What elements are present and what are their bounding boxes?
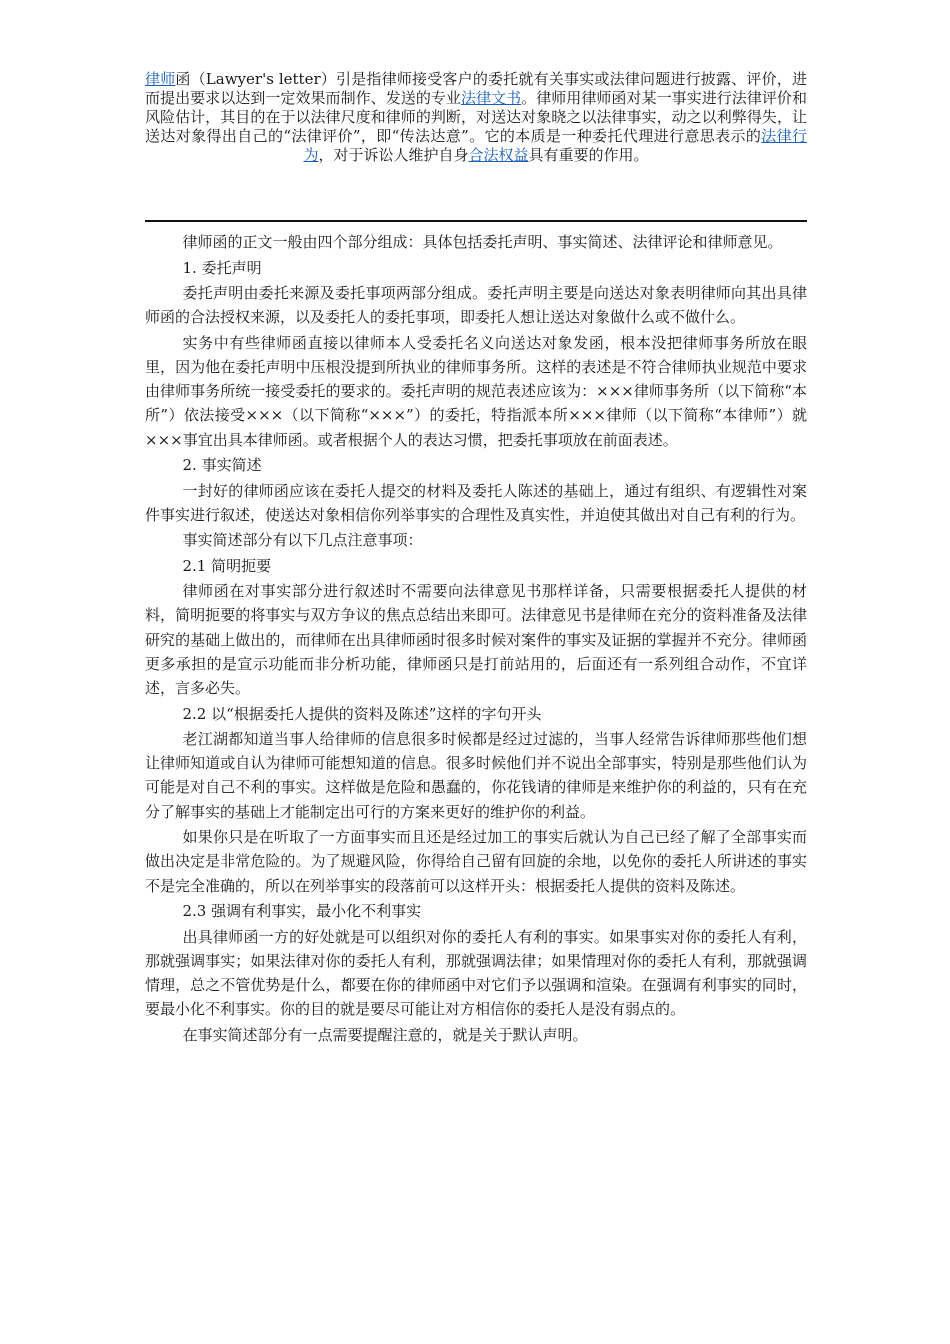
paragraph-overview: 律师函的正文一般由四个部分组成：具体包括委托声明、事实简述、法律评论和律师意见。 — [182, 233, 783, 251]
paragraph-filtered-info: 老江湖都知道当事人给律师的信息很多时候都是经过过滤的，当事人经常告诉律师那些他们想让律师知道或自认为律师可能想知道的信息。很多时候他们并不说出全部事实，特别是那些他们认为可能是对自己不利的事实。这样做是危险和愚蠢的，你花钱请的律师是来维护你的利益的，只有在充分了解事实的基础上才能制定出可行的方案来更好的维护你的利益。 — [145, 730, 807, 821]
intro-paragraph — [145, 70, 807, 165]
paragraph-risk-avoidance: 如果你只是在听取了一方面事实而且还是经过加工的事实后就认为自己已经了解了全部事实而做出决定是非常危险的。为了规避风险，你得给自己留有回旋的余地，以免你的委托人所讲述的事实不是完全准确的，所以在列举事实的段落前可以这样开头：根据委托人提供的资料及陈述。 — [145, 828, 807, 895]
paragraph-entrustment-definition: 委托声明由委托来源及委托事项两部分组成。委托声明主要是向送达对象表明律师向其出具律师函的合法授权来源，以及委托人的委托事项，即委托人想让送达对象做什么或不做什么。 — [145, 284, 807, 327]
article-body — [145, 230, 807, 1048]
heading-favorable-facts: 2.3 强调有利事实，最小化不利事实 — [182, 902, 422, 921]
horizontal-divider — [145, 220, 807, 222]
intro-text-4: 具有重要的作用。 — [528, 146, 649, 164]
heading-concise: 2.1 简明扼要 — [182, 556, 272, 575]
paragraph-default-statement: 在事实简述部分有一点需要提醒注意的，就是关于默认声明。 — [182, 1025, 588, 1044]
paragraph-favorable-facts: 出具律师函一方的好处就是可以组织对你的委托人有利的事实。如果事实对你的委托人有利，那就强调事实；如果法律对你的委托人有利，那就强调法律；如果情理对你的委托人有利，那就强调情理，总之不管优势是什么，都要在你的律师函中对它们予以强调和渲染。在强调有利事实的同时，要最小化不利事实。你的目的就是要尽可能让对方相信你的委托人是没有弱点的。 — [145, 927, 807, 1019]
link-legal-document[interactable]: 法律文书 — [460, 89, 522, 107]
paragraph-facts-notes: 事实简述部分有以下几点注意事项： — [182, 531, 423, 550]
link-legal-act[interactable]: 法律行为 — [303, 127, 807, 164]
link-legal-rights[interactable]: 合法权益 — [468, 146, 529, 164]
heading-facts-summary: 2. 事实简述 — [182, 456, 262, 475]
paragraph-entrustment-practice: 实务中有些律师函直接以律师本人受委托名义向送达对象发函，根本没把律师事务所放在眼里，因为他在委托声明中压根没提到所执业的律师事务所。这样的表述是不符合律师执业规范中要求由律师事务所统一接受委托的要求的。委托声明的规范表述应该为：×××律师事务所（以下简称“本所”）依法接受×××（以下简称“×××”）的委托，特指派本所×××律师（以下简称“本律师”）就×××事宜出具本律师函。或者根据个人的表达习惯，把委托事项放在前面表述。 — [145, 333, 807, 449]
paragraph-concise: 律师函在对事实部分进行叙述时不需要向法律意见书那样详备，只需要根据委托人提供的材料，简明扼要的将事实与双方争议的焦点总结出来即可。法律意见书是律师在充分的资料准备及法律研究的基础上做出的，而律师在出具律师函时很多时候对案件的事实及证据的掌握并不充分。律师函更多承担的是宣示功能而非分析功能，律师函只是打前站用的，后面还有一系列组合动作，不宜详述，言多必失。 — [145, 582, 807, 698]
heading-opening-phrase: 2.2 以“根据委托人提供的资料及陈述”这样的字句开头 — [182, 704, 542, 723]
intro-text-3: ，对于诉讼人维护自身 — [318, 146, 469, 164]
intro-text-2: 。律师用律师函对某一事实进行法律评价和风险估计，其目的在于以法律尺度和律师的判断，对送达对象晓之以法律事实，动之以利弊得失，让送达对象得出自己的“法律评价”，即“传法达意”。它的本质是一种委托代理进行意思表示的 — [145, 89, 807, 145]
link-lawyer-letter[interactable]: 律师 — [145, 70, 176, 88]
heading-entrustment-statement: 1. 委托声明 — [182, 258, 262, 277]
intro-text-1: 函（Lawyer's letter）引是指律师接受客户的委托就有关事实或法律问题进行披露、评价，进而提出要求以达到一定效果而制作、发送的专业 — [145, 70, 807, 107]
paragraph-facts-intro: 一封好的律师函应该在委托人提交的材料及委托人陈述的基础上，通过有组织、有逻辑性对案件事实进行叙述，使送达对象相信你列举事实的合理性及真实性，并迫使其做出对自己有利的行为。 — [145, 481, 807, 524]
